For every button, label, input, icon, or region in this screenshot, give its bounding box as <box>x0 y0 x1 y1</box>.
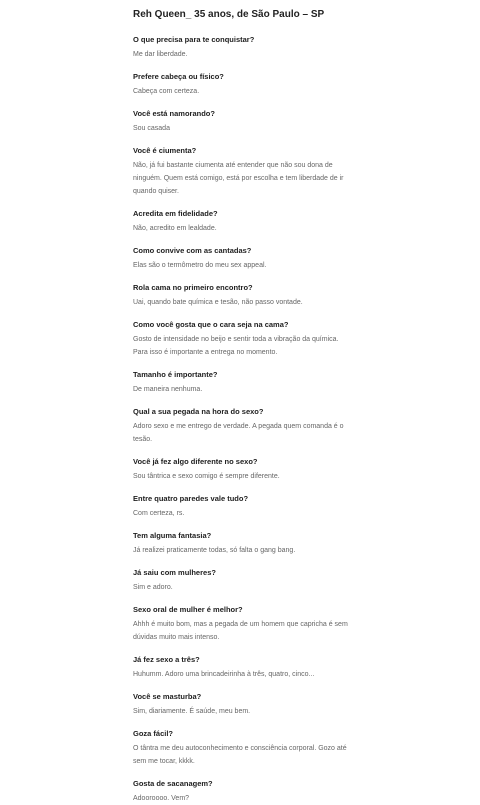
question: Rola cama no primeiro encontro? <box>133 283 253 292</box>
question: Gosta de sacanagem? <box>133 779 213 788</box>
qa-item <box>133 567 480 594</box>
answer: Huhumm. Adoro uma brincadeirinha à três, quatro, cinco... <box>133 671 315 678</box>
qa-item <box>133 145 480 198</box>
answer: O tântra me deu autoconhecimento e consciência corporal. Gozo até sem me tocar, kkkk. <box>133 745 347 765</box>
article-title: Reh Queen_ 35 anos, de São Paulo – SP <box>133 9 325 20</box>
answer: Gosto de intensidade no beijo e sentir toda a vibração da química. Para isso é importante a entrega no momento. <box>133 336 339 356</box>
answer: Adoro sexo e me entrego de verdade. A pegada quem comanda é o tesão. <box>133 423 344 443</box>
question: Sexo oral de mulher é melhor? <box>133 605 243 614</box>
answer: Elas são o termômetro do meu sex appeal. <box>133 262 267 269</box>
question: Como você gosta que o cara seja na cama? <box>133 320 289 329</box>
answer: Sou tântrica e sexo comigo é sempre diferente. <box>133 473 280 480</box>
answer: Não, acredito em lealdade. <box>133 225 217 232</box>
answer: Uai, quando bate química e tesão, não passo vontade. <box>133 299 303 306</box>
answer: Sim, diariamente. É saúde, meu bem. <box>133 708 251 715</box>
qa-item <box>133 654 480 681</box>
answer: Não, já fui bastante ciumenta até entender que não sou dona de ninguém. Quem está comigo, está por escolha e tem liberdade de ir quando quiser. <box>133 162 344 195</box>
question: Acredita em fidelidade? <box>133 209 218 218</box>
answer: De maneira nenhuma. <box>133 386 203 393</box>
qa-item <box>133 778 480 805</box>
question: Você é ciumenta? <box>133 146 197 155</box>
qa-item <box>133 108 480 135</box>
answer: Cabeça com certeza. <box>133 88 200 95</box>
qa-item <box>133 456 480 483</box>
question: Tem alguma fantasia? <box>133 531 212 540</box>
question: Você se masturba? <box>133 692 202 701</box>
answer: Ahhh é muito bom, mas a pegada de um homem que capricha é sem dúvidas muito mais intenso. <box>133 621 348 641</box>
qa-item <box>133 691 480 718</box>
qa-item <box>133 282 480 309</box>
question: Goza fácil? <box>133 729 174 738</box>
qa-item <box>133 245 480 272</box>
question: Já saiu com mulheres? <box>133 568 216 577</box>
question: Você está namorando? <box>133 109 215 118</box>
question: Já fez sexo a três? <box>133 655 200 664</box>
answer: Sim e adoro. <box>133 584 173 591</box>
qa-item <box>133 34 480 61</box>
qa-item <box>133 728 480 768</box>
qa-item <box>133 208 480 235</box>
question: Entre quatro paredes vale tudo? <box>133 494 249 503</box>
answer: Adooroooo. Vem? <box>133 795 190 802</box>
question: Qual a sua pegada na hora do sexo? <box>133 407 264 416</box>
answer: Já realizei praticamente todas, só falta o gang bang. <box>133 547 296 554</box>
question: Prefere cabeça ou físico? <box>133 72 224 81</box>
qa-item <box>133 406 480 446</box>
question: Tamanho é importante? <box>133 370 218 379</box>
qa-item <box>133 604 480 644</box>
question: Como convive com as cantadas? <box>133 246 252 255</box>
question: Você já fez algo diferente no sexo? <box>133 457 258 466</box>
qa-item <box>133 530 480 557</box>
qa-item <box>133 319 480 359</box>
answer: Me dar liberdade. <box>133 51 188 58</box>
qa-item <box>133 369 480 396</box>
answer: Com certeza, rs. <box>133 510 185 517</box>
answer: Sou casada <box>133 125 170 132</box>
question: O que precisa para te conquistar? <box>133 35 255 44</box>
qa-item <box>133 493 480 520</box>
qa-item <box>133 71 480 98</box>
